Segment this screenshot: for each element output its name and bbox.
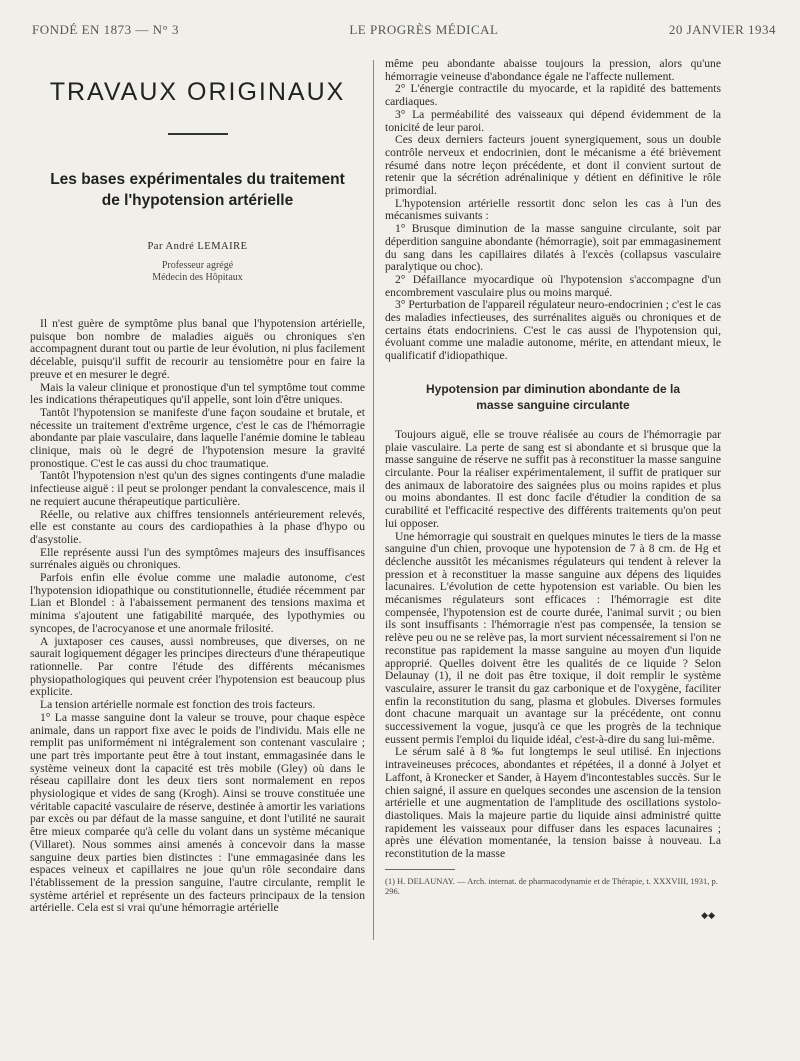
paragraph: Toujours aiguë, elle se trouve réalisée au cours de l'hémorragie par plaie vasculaire. La perte de sang est si abondante et si brusque que la masse sanguine de réserve ne suffit pas à reconstituer la masse sanguine circulante. Pour la réaliser expérimentalement, il suffit de pratiquer sur des animaux de laboratoire des saignées plus ou moins rapides et plus ou moins abondantes. Il est donc facile d'étudier la condition de sa curabilité et l'efficacité respective des différents traitements qu'on peut lui opposer. (385, 427, 721, 530)
left-column (30, 60, 365, 915)
article-title-line-1: Les bases expérimentales du traitement (50, 171, 345, 188)
paragraph: 1° La masse sanguine dont la valeur se trouve, pour chaque espèce animale, dans un rapport fixe avec le poids de l'individu. Mais elle ne remplit pas uniformément ni intégralement son contenant vasculaire ; une part très importante peut être à tout instant, emmagasinée dans le système veineux dont la capacité est très mobile (Gley) où dans le réseau capillaire dont les deux tiers sont normalement en repos physiologique et vides de sang (Krogh). Ainsi se trouve constituée une véritable capacité vasculaire de réserve, destinée à amortir les variations par excès ou par défaut de la masse sanguine, et dont l'utilité ne saurait être mieux comparée qu'à celle du volant dans un système mécanique (Villaret). Nous sommes ainsi amenés à concevoir dans la masse sanguine deux parties bien distinctes : l'une emmagasinée dans les espaces veineux et capillaires ne joue qu'un rôle secondaire dans l'établissement de la pression sanguine, l'autre circulante, remplit le système artériel et représente un des facteurs principaux de la tension artérielle. Cela est si vrai qu'une hémorragie artérielle (30, 710, 365, 915)
sub-heading-line-2: masse sanguine circulante (476, 397, 630, 412)
paragraph: Il n'est guère de symptôme plus banal que l'hypotension artérielle, puisque bon nombre de maladies aiguës ou chroniques s'en accompagnent durant tout ou partie de leur évolution, ni plus facilement décelable, puisqu'il suffit de recourir au tensiomètre pour en faire la preuve et en mesurer le degré. (30, 317, 365, 381)
title-rule (168, 133, 228, 135)
running-head-founded: FONDÉ EN 1873 — N° 3 (32, 22, 180, 37)
affiliation-line-2: Médecin des Hôpitaux (152, 272, 243, 283)
right-body-intro (385, 58, 721, 363)
end-ornament: ◆◆ (701, 909, 715, 920)
paragraph: Elle représente aussi l'un des symptômes majeurs des insuffisances surrénales aiguës ou chroniques. (30, 545, 365, 572)
running-head-date: 20 JANVIER 1934 (668, 22, 776, 37)
paragraph: 1° Brusque diminution de la masse sanguine circulante, soit par déperdition sanguine abondante (hémorragie), soit par emmagasinement du sang dans les capillaires dilatés à l'excès (collapsus vasculaire paralytique ou choc). (385, 222, 721, 274)
running-head (32, 22, 776, 38)
paragraph: Tantôt l'hypotension n'est qu'un des signes contingents d'une maladie infectieuse aiguë : il peut se prolonger pendant la convalescence, mais il ne requiert aucune thérapeutique particulière. (30, 469, 365, 508)
paragraph: Parfois enfin elle évolue comme une maladie autonome, c'est l'hypotension idiopathique ou constitutionnelle, étudiée récemment par Lian et Blondel : à l'abaissement permanent des tensions maxima et minima s'ajoutent une fatigabilité marquée, des lypothymies ou syncopes, de l'acrocyanose et une anormale frilosité. (30, 571, 365, 635)
left-body (30, 318, 365, 915)
paragraph: même peu abondante abaisse toujours la pression, alors qu'une hémorragie veineuse d'abondance égale ne l'affecte nullement. (385, 57, 721, 83)
paragraph: Tantôt l'hypotension se manifeste d'une façon soudaine et brutale, et nécessite un traitement d'extrême urgence, c'est le cas de l'hémorragie abondante par plaie vasculaire, dans laquelle l'anémie domine le tableau clinique, mais où le degré de l'hypotension mesure la gravité pronostique. C'est le cas aussi du choc traumatique. (30, 405, 365, 470)
running-head-journal: LE PROGRÈS MÉDICAL (349, 22, 499, 37)
footnote-rule (385, 869, 455, 870)
article-title (30, 169, 365, 211)
paragraph: A juxtaposer ces causes, aussi nombreuses, que diverses, on ne saurait logiquement dégager les principes directeurs d'une thérapeutique rationnelle. Par contre l'étude des différents mécanismes physiopathologiques qui peuvent créer l'hypotension est beaucoup plus explicite. (30, 634, 365, 699)
affiliation-line-1: Professeur agrégé (161, 260, 234, 271)
article-title-line-2: de l'hypotension artérielle (101, 192, 294, 209)
author-affiliation (30, 260, 365, 284)
paragraph: L'hypotension artérielle ressortit donc selon les cas à l'un des mécanismes suivants : (385, 196, 721, 223)
paragraph: Mais la valeur clinique et pronostique d'un tel symptôme tout comme les indications thérapeutiques qu'il appelle, sont loin d'être uniques. (30, 380, 365, 407)
paragraph: Réelle, ou relative aux chiffres tensionnels antérieurement relevés, elle est constante au cours des cardiopathies à la phase d'hypo ou d'asystolie. (30, 507, 365, 546)
author-byline: Par André LEMAIRE (147, 241, 248, 252)
sub-heading-line-1: Hypotension par diminution abondante de la (425, 381, 680, 396)
paragraph: 3° La perméabilité des vaisseaux qui dépend évidemment de la tonicité de leur paroi. (385, 107, 721, 134)
sub-heading (385, 381, 721, 413)
paragraph: Ces deux derniers facteurs jouent synergiquement, sous un double contrôle nerveux et endocrinien, dont le mécanisme a été brièvement résumé dans notre leçon précédente, et dont il convient surtout de retenir que la sécrétion adrénalinique y détient en définitive le rôle primordial. (385, 133, 721, 198)
footnote: (1) H. DELAUNAY. — Arch. internat. de pharmacodynamie et de Thérapie, t. XXXVIII, 1931, p. 296. (385, 875, 718, 896)
paragraph: 2° Défaillance myocardique où l'hypotension s'accompagne d'un encombrement vasculaire plus ou moins marqué. (385, 272, 721, 299)
right-body (385, 429, 721, 861)
paragraph: 2° L'énergie contractile du myocarde, et la rapidité des battements cardiaques. (385, 82, 721, 109)
paragraph: Une hémorragie qui soustrait en quelques minutes le tiers de la masse sanguine d'un chien, provoque une hypotension de 7 à 8 cm. de Hg et déclenche aussitôt les mécanismes régulateurs qui tendent à relever la pression et à reconstituer la masse sanguine aux dépens des liquides lacunaires. L'évolution de cette hypotension est variable. Ou bien les mécanismes régulateurs sont efficaces : l'hémorragie est dite compensée, l'hypotension est de courte durée, l'animal survit ; ou bien ils sont insuffisants : l'hémorragie n'est pas compensée, la tension se relève peu ou ne se relève pas, la mort survient nécessairement si l'on ne reconstitue pas rapidement la masse sanguine au moyen d'un liquide approprié. Quelles doivent être les qualités de ce liquide ? Selon Delaunay (1), il ne doit pas être toxique, il doit remplir le système vasculaire, assurer le transit du gaz carbonique et de l'oxygène, faciliter enfin la reconstitution du sang, plasma et globules. Diverses formules dont chacune marquait un avantage sur la précédente, ont connu successivement la vogue, jusqu'à ce que les progrès de la technique eussent permis l'emploi du liquide idéal, c'est-à-dire du sang lui-même. (385, 529, 721, 746)
paragraph: La tension artérielle normale est fonction des trois facteurs. (40, 698, 316, 712)
paragraph: 3° Perturbation de l'appareil régulateur neuro-endocrinien ; c'est le cas des maladies infectieuses, des surrénalites aiguës ou chroniques et de certains états endocriniens. C'est le cas aussi de l'hypotension qui, évoluant comme une maladie autonome, mérite, en attendant mieux, le qualificatif d'idiopathique. (385, 298, 721, 363)
right-column (385, 58, 721, 921)
section-title: TRAVAUX ORIGINAUX (49, 78, 346, 106)
paragraph: Le sérum salé à 8 ‰ fut longtemps le seul utilisé. En injections intraveineuses précoces, abondantes et répétées, il a donné à Jolyet et Laffont, à Kronecker et Sander, à Hayem d'incontestables succès. Sur le chien saigné, il assure en quelques secondes une ascension de la tension artérielle et une augmentation de l'amplitude des oscillations systolo-diastoliques. Mais la majeure partie du liquide ainsi administré quitte rapidement les vaisseaux pour diffuser dans les espaces lacunaires ; après une élévation momentanée, la tension baisse à nouveau. La reconstitution de la masse (385, 745, 721, 861)
column-divider (373, 60, 374, 940)
